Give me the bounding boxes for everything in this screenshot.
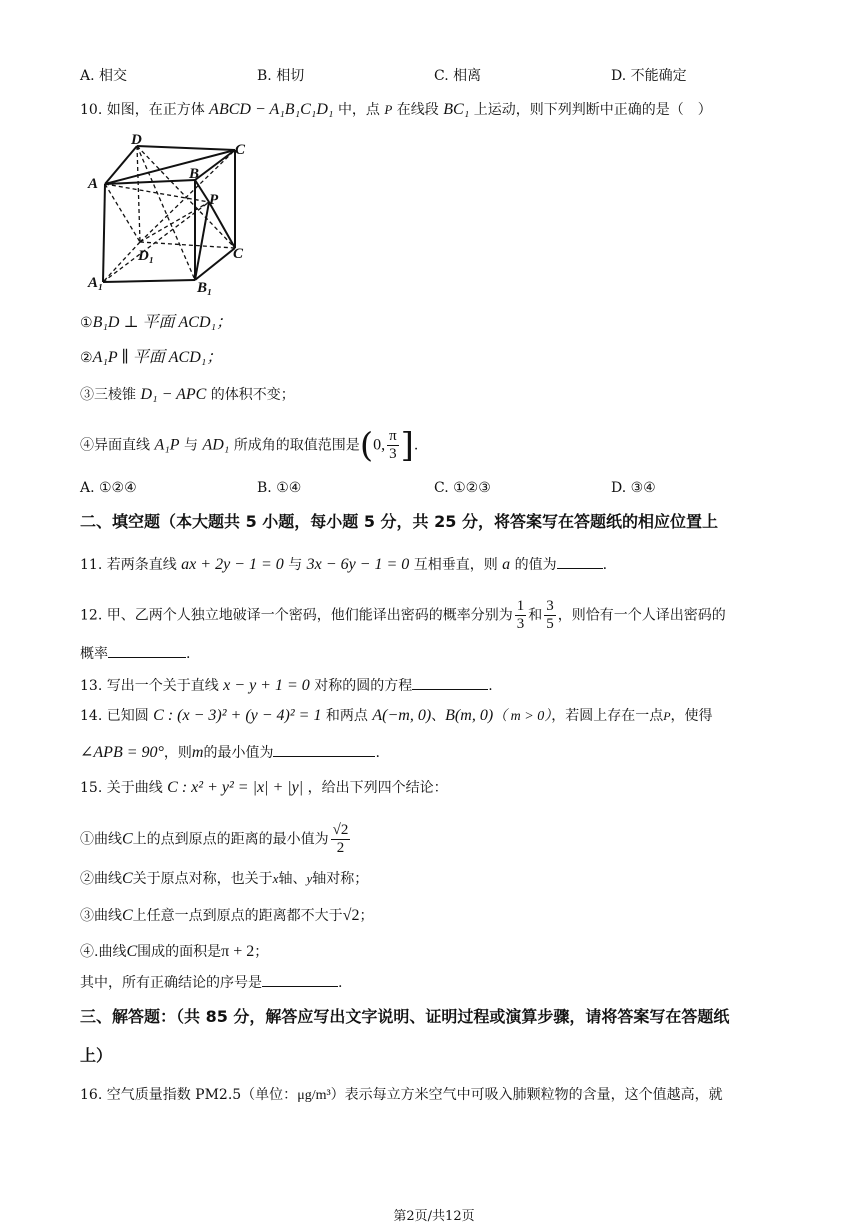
q15-c4-post: 围成的面积是 (137, 944, 222, 960)
q11-eq1: ax + 2y − 1 = 0 (181, 556, 284, 573)
q15-c3-post: 上任意一点到原点的距离都不大于 (132, 908, 343, 924)
q12-line2-text: 概率 (80, 646, 108, 662)
q9-option-b: B. 相切 (257, 68, 305, 84)
q15-c1-post: 上的点到原点的距离的最小值为 (132, 831, 329, 848)
label-c: C (235, 142, 246, 158)
page-footer: 第2页/共12页 (393, 1209, 475, 1224)
q13-eq: x − y + 1 = 0 (223, 677, 310, 694)
statement-1-mark: ① (80, 315, 93, 331)
q10-statement-4 (80, 425, 419, 466)
q14-pre: 14. 已知圆 (80, 708, 149, 724)
q16-pre: 16. 空气质量指数 PM2.5（单位： (80, 1087, 298, 1103)
q15-conclusion-1 (80, 822, 352, 857)
q15-c4-val: π + 2 (221, 943, 255, 960)
q11-end: . (602, 557, 608, 573)
range-fraction (387, 428, 399, 463)
q12-end: . (186, 646, 191, 662)
close-bracket: ] (400, 425, 414, 466)
q10-stem-mid2: 在线段 (396, 102, 439, 118)
q12-answer-blank[interactable] (108, 643, 186, 658)
q15-end: . (338, 975, 343, 991)
q14-cond: （ m > 0） (493, 709, 552, 724)
q10-option-a: A. ①②④ (80, 480, 137, 496)
q14-var: m (191, 744, 204, 761)
open-paren: ( (359, 425, 374, 466)
range-left: 0, (373, 436, 386, 454)
label-p: P (209, 192, 219, 208)
q15-c3-end: ； (359, 908, 374, 924)
q15-curve: C : x² + y² = |x| + |y| (167, 779, 304, 796)
q12-frac1 (515, 598, 527, 633)
q12-frac2-den: 5 (546, 616, 554, 632)
statement-3-post: 的体积不变； (210, 387, 295, 403)
q16-post: ）表示每立方米空气中可吸入肺颗粒物的含量，这个值越高，就 (330, 1087, 723, 1103)
q15-answer-blank[interactable] (262, 972, 338, 987)
q15-ask (80, 972, 342, 993)
q14-line1 (80, 706, 713, 727)
statement-4-mark: ④ (80, 437, 94, 454)
q15-c4-c: C (126, 943, 138, 960)
q14-p: P (663, 709, 671, 723)
q15-c3-pre: ③曲线 (80, 908, 122, 924)
q11-var: a (502, 556, 511, 573)
statement-4-end: . (413, 437, 419, 454)
q15-c2-x: x (272, 871, 279, 886)
q13-post: 对称的圆的方程 (314, 678, 413, 694)
q9-option-c: C. 相离 (434, 68, 482, 84)
q9-option-d: D. 不能确定 (611, 68, 687, 84)
q11-pre: 11. 若两条直线 (80, 557, 177, 573)
q15-stem (80, 778, 448, 798)
q12-frac2 (544, 598, 556, 633)
q10-option-c: C. ①②③ (434, 480, 491, 496)
q15-c2-mid2: 轴、 (278, 871, 307, 887)
q16-unit: μg/m³ (297, 1088, 331, 1103)
q12-post: ，则恰有一个人译出密码的 (557, 607, 726, 624)
q15-post: ，给出下列四个结论： (307, 780, 448, 796)
q10-stem-mid: 中，点 (337, 102, 380, 118)
q15-c3-c: C (122, 907, 133, 924)
q15-c4-pre: ④.曲线 (80, 944, 127, 960)
statement-2-text: A₁P ∥ 平面 ACD₁； (92, 349, 223, 366)
q11-mid: 与 (288, 557, 303, 573)
label-b: B (189, 166, 200, 182)
q14-angle: ∠APB = 90° (80, 744, 164, 761)
q13-pre: 13. 写出一个关于直线 (80, 678, 219, 694)
q10-statement-1 (80, 313, 232, 333)
q14-end: . (375, 745, 380, 761)
label-d1: D₁ (138, 248, 155, 264)
q10-stem-suffix: 上运动，则下列判断中正确的是（ ） (473, 102, 712, 118)
q15-c2-c: C (122, 870, 133, 887)
q15-conclusion-2 (80, 869, 368, 889)
section-3-title-line2: 上） (80, 1046, 113, 1065)
q11-answer-blank[interactable] (557, 554, 603, 569)
q10-cube-name: ABCD − A₁B₁C₁D₁ (209, 101, 334, 118)
q12-mid: 和 (528, 607, 543, 624)
q15-c2-pre: ②曲线 (80, 871, 122, 887)
q10-option-d: D. ③④ (611, 480, 656, 496)
statement-3-pre: 三棱锥 (94, 387, 136, 403)
label-a: A (88, 176, 99, 192)
q11-eq2: 3x − 6y − 1 = 0 (306, 556, 410, 573)
q14-sep: 、 (431, 708, 446, 724)
q15-c2-mid: 关于原点对称，也关于 (132, 871, 273, 887)
q15-c1-pre: ①曲线 (80, 831, 122, 848)
statement-4-pre: 异面直线 (94, 437, 150, 454)
q14-point-b: B(m, 0) (445, 707, 494, 724)
statement-2-mark: ② (80, 350, 93, 366)
q14-line2-post: 的最小值为 (203, 745, 274, 761)
statement-4-line-b: AD₁ (202, 436, 230, 454)
q12-frac2-num: 3 (546, 598, 554, 614)
statement-3-mark: ③ (80, 387, 94, 403)
q14-circle: C : (x − 3)² + (y − 4)² = 1 (153, 707, 322, 724)
q10-segment: BC₁ (443, 101, 470, 118)
q15-c3-val: √2 (342, 907, 360, 924)
section-2-title: 二、填空题（本大题共 5 小题，每小题 5 分，共 25 分，将答案写在答题纸的相应位置上 (80, 512, 718, 531)
statement-4-mid: 与 (184, 437, 199, 454)
label-a1: A₁ (88, 275, 104, 291)
q15-conclusion-4 (80, 942, 268, 962)
statement-3-math: D₁ − APC (140, 386, 207, 403)
q15-c1-c: C (122, 830, 133, 848)
statement-4-mid2: 所成角的取值范围是 (233, 437, 360, 454)
frac-num: π (389, 428, 397, 444)
q15-conclusion-3 (80, 906, 373, 926)
q13-end: . (488, 678, 493, 694)
q14-post2: ，使得 (670, 708, 713, 724)
q14-answer-blank[interactable] (273, 742, 375, 757)
q15-c1-den: 2 (336, 840, 345, 856)
q12-frac1-den: 3 (516, 616, 525, 632)
q15-c4-end: ； (254, 944, 269, 960)
q13-answer-blank[interactable] (412, 675, 488, 690)
q11-mid2: 互相垂直，则 (413, 557, 498, 573)
q15-c2-y: y (306, 871, 313, 886)
statement-1-text: B₁D ⊥ 平面 ACD₁； (92, 314, 233, 331)
q14-line2-mid: ，则 (163, 745, 192, 761)
q12-line2 (80, 643, 190, 664)
q10-stem-prefix: 10. 如图，在正方体 (80, 102, 205, 118)
q10-option-b: B. ①④ (257, 480, 302, 496)
q10-point-p: P (384, 102, 393, 117)
q12-line1 (80, 598, 726, 633)
q15-pre: 15. 关于曲线 (80, 780, 163, 796)
q15-c1-frac (331, 822, 351, 857)
label-d: D (131, 132, 142, 148)
q15-ask-text: 其中，所有正确结论的序号是 (80, 975, 262, 991)
q10-statement-2 (80, 348, 222, 368)
q11-post: 的值为 (514, 557, 557, 573)
label-c1: C (233, 246, 244, 262)
q9-option-a: A. 相交 (80, 68, 128, 84)
q14-mid: 和两点 (325, 708, 368, 724)
q10-statement-3 (80, 385, 295, 405)
cube-figure (85, 130, 255, 300)
statement-4-line-a: A₁P (154, 436, 180, 454)
q14-point-a: A(−m, 0) (372, 707, 432, 724)
q13 (80, 675, 493, 696)
label-b1: B₁ (197, 280, 213, 296)
q11 (80, 554, 607, 575)
section-3-title-line1: 三、解答题：（共 85 分，解答应写出文字说明、证明过程或演算步骤，请将答案写在答题纸 (80, 1007, 730, 1026)
q16 (80, 1085, 723, 1106)
frac-den: 3 (389, 446, 397, 462)
q14-line2 (80, 742, 380, 763)
q15-c1-num: √2 (332, 822, 349, 838)
q15-c2-post: 轴对称； (312, 871, 369, 887)
q12-pre: 12. 甲、乙两个人独立地破译一个密码，他们能译出密码的概率分别为 (80, 607, 513, 624)
q10-stem (80, 100, 712, 120)
q14-post: ，若圆上存在一点 (551, 708, 664, 724)
q12-frac1-num: 1 (516, 598, 525, 614)
